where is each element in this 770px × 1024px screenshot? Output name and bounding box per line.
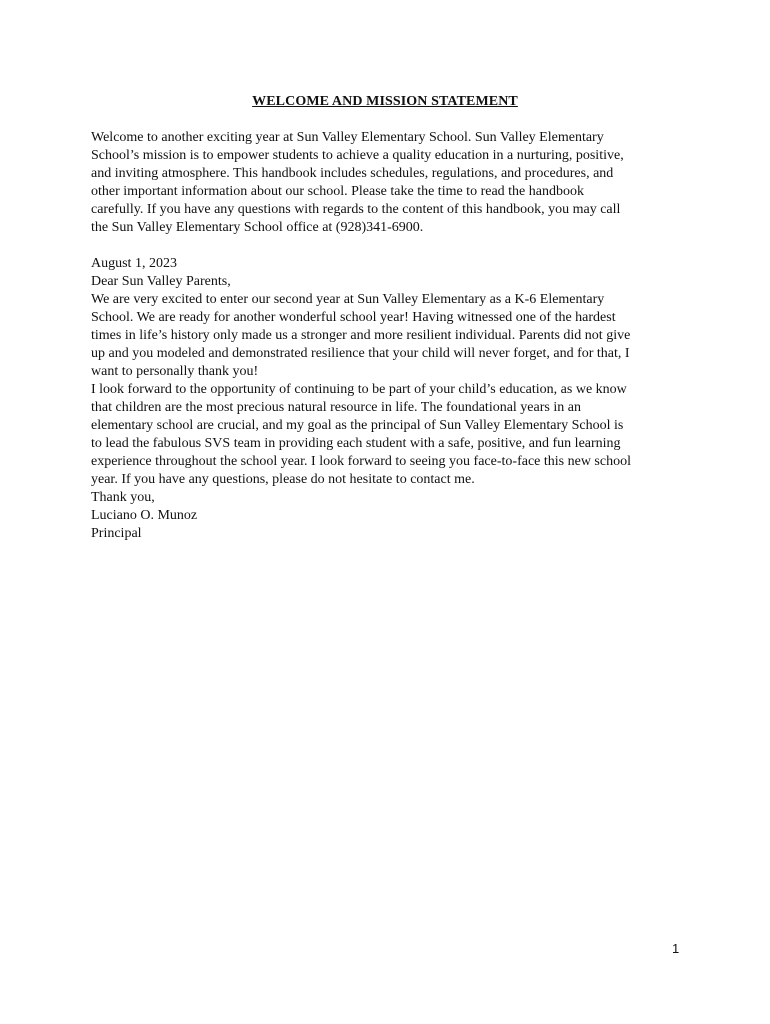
text-line: times in life’s history only made us a stronger and more resilient individual. Parents did not give bbox=[91, 328, 631, 343]
text-line: to lead the fabulous SVS team in providing each student with a safe, positive, and fun learning bbox=[91, 436, 621, 451]
principal-letter bbox=[91, 255, 691, 543]
signature-title: Principal bbox=[91, 526, 142, 541]
text-line: Welcome to another exciting year at Sun Valley Elementary School. Sun Valley Elementary bbox=[91, 130, 604, 145]
welcome-paragraph bbox=[91, 129, 691, 237]
text-line: I look forward to the opportunity of continuing to be part of your child’s education, as we know bbox=[91, 382, 627, 397]
text-line: year. If you have any questions, please do not hesitate to contact me. bbox=[91, 472, 475, 487]
text-line: up and you modeled and demonstrated resilience that your child will never forget, and for that, I bbox=[91, 346, 630, 361]
text-line: carefully. If you have any questions with regards to the content of this handbook, you may call bbox=[91, 202, 621, 217]
page-title: WELCOME AND MISSION STATEMENT bbox=[252, 94, 518, 109]
text-line: and inviting atmosphere. This handbook includes schedules, regulations, and procedures, and bbox=[91, 166, 614, 181]
signature-name: Luciano O. Munoz bbox=[91, 508, 198, 523]
text-line: other important information about our school. Please take the time to read the handbook bbox=[91, 184, 584, 199]
page-number: 1 bbox=[672, 941, 680, 956]
text-line: We are very excited to enter our second year at Sun Valley Elementary as a K-6 Elementary bbox=[91, 292, 605, 307]
text-line: the Sun Valley Elementary School office at (928)341-6900. bbox=[91, 220, 424, 235]
text-line: that children are the most precious natural resource in life. The foundational years in an bbox=[91, 400, 581, 415]
text-line: elementary school are crucial, and my goal as the principal of Sun Valley Elementary School is bbox=[91, 418, 624, 433]
letter-closing: Thank you, bbox=[91, 490, 155, 505]
letter-salutation: Dear Sun Valley Parents, bbox=[91, 274, 231, 289]
text-line: School’s mission is to empower students to achieve a quality education in a nurturing, positive, bbox=[91, 148, 624, 163]
letter-date: August 1, 2023 bbox=[91, 256, 177, 271]
text-line: want to personally thank you! bbox=[91, 364, 259, 379]
text-line: experience throughout the school year. I look forward to seeing you face-to-face this new school bbox=[91, 454, 631, 469]
text-line: School. We are ready for another wonderful school year! Having witnessed one of the hardest bbox=[91, 310, 616, 325]
